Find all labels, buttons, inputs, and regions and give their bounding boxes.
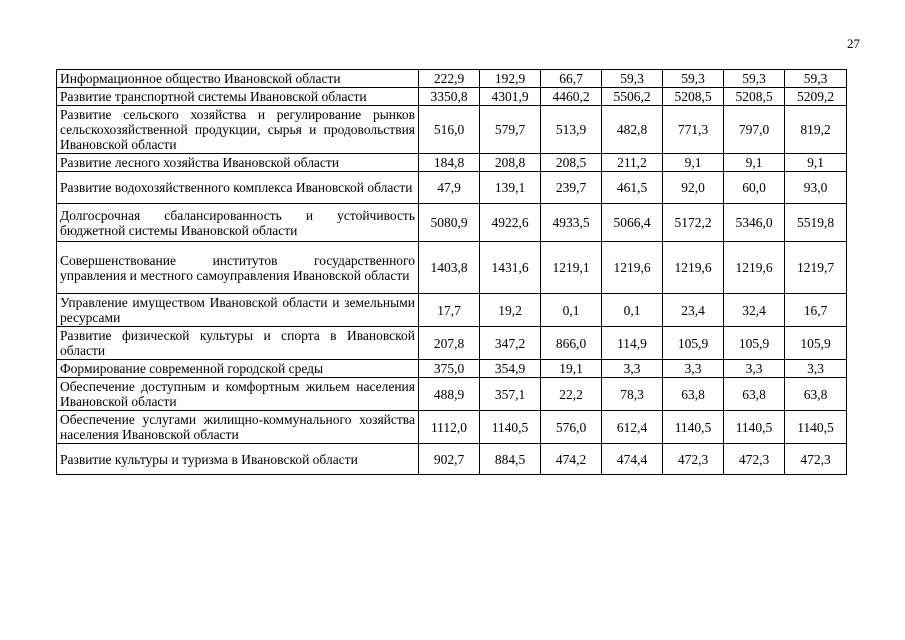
value-cell: 474,4: [602, 444, 663, 475]
value-cell: 797,0: [724, 106, 785, 154]
value-cell: 5208,5: [724, 88, 785, 106]
value-cell: 375,0: [419, 360, 480, 378]
value-cell: 59,3: [602, 70, 663, 88]
value-cell: 59,3: [663, 70, 724, 88]
program-name-cell: Развитие сельского хозяйства и регулирование рынков сельскохозяйственной продукции, сырья и продовольствия Ивановской области: [57, 106, 419, 154]
program-name-cell: Развитие водохозяйственного комплекса Ивановской области: [57, 172, 419, 204]
value-cell: 93,0: [785, 172, 847, 204]
value-cell: 1219,6: [663, 242, 724, 294]
program-name-cell: Долгосрочная сбалансированность и устойчивость бюджетной системы Ивановской области: [57, 204, 419, 242]
value-cell: 3350,8: [419, 88, 480, 106]
value-cell: 902,7: [419, 444, 480, 475]
value-cell: 47,9: [419, 172, 480, 204]
value-cell: 4460,2: [541, 88, 602, 106]
table-row: [57, 242, 847, 294]
value-cell: 1431,6: [480, 242, 541, 294]
table-row: [57, 204, 847, 242]
value-cell: 208,5: [541, 154, 602, 172]
value-cell: 1403,8: [419, 242, 480, 294]
program-name-cell: Обеспечение услугами жилищно-коммунального хозяйства населения Ивановской области: [57, 411, 419, 444]
table-row: [57, 88, 847, 106]
value-cell: 354,9: [480, 360, 541, 378]
value-cell: 9,1: [663, 154, 724, 172]
value-cell: 16,7: [785, 294, 847, 327]
value-cell: 3,3: [785, 360, 847, 378]
value-cell: 472,3: [724, 444, 785, 475]
value-cell: 59,3: [724, 70, 785, 88]
value-cell: 63,8: [663, 378, 724, 411]
value-cell: 482,8: [602, 106, 663, 154]
value-cell: 192,9: [480, 70, 541, 88]
value-cell: 819,2: [785, 106, 847, 154]
value-cell: 92,0: [663, 172, 724, 204]
value-cell: 23,4: [663, 294, 724, 327]
table-row: [57, 294, 847, 327]
value-cell: 105,9: [785, 327, 847, 360]
value-cell: 4933,5: [541, 204, 602, 242]
value-cell: 488,9: [419, 378, 480, 411]
value-cell: 866,0: [541, 327, 602, 360]
table-row: [57, 154, 847, 172]
value-cell: 576,0: [541, 411, 602, 444]
value-cell: 211,2: [602, 154, 663, 172]
value-cell: 17,7: [419, 294, 480, 327]
value-cell: 1140,5: [785, 411, 847, 444]
value-cell: 461,5: [602, 172, 663, 204]
value-cell: 207,8: [419, 327, 480, 360]
table-row: [57, 378, 847, 411]
program-name-cell: Управление имуществом Ивановской области и земельными ресурсами: [57, 294, 419, 327]
value-cell: 884,5: [480, 444, 541, 475]
value-cell: 474,2: [541, 444, 602, 475]
value-cell: 5172,2: [663, 204, 724, 242]
table-body: [57, 70, 847, 475]
program-name-cell: Совершенствование институтов государственного управления и местного самоуправления Ивановской области: [57, 242, 419, 294]
value-cell: 208,8: [480, 154, 541, 172]
value-cell: 1219,6: [724, 242, 785, 294]
value-cell: 472,3: [785, 444, 847, 475]
table-row: [57, 106, 847, 154]
value-cell: 1140,5: [724, 411, 785, 444]
value-cell: 5506,2: [602, 88, 663, 106]
value-cell: 5209,2: [785, 88, 847, 106]
program-name-cell: Информационное общество Ивановской области: [57, 70, 419, 88]
value-cell: 19,1: [541, 360, 602, 378]
value-cell: 5066,4: [602, 204, 663, 242]
program-name-cell: Развитие культуры и туризма в Ивановской области: [57, 444, 419, 475]
value-cell: 105,9: [663, 327, 724, 360]
value-cell: 1140,5: [480, 411, 541, 444]
value-cell: 5208,5: [663, 88, 724, 106]
value-cell: 1219,6: [602, 242, 663, 294]
value-cell: 516,0: [419, 106, 480, 154]
value-cell: 1112,0: [419, 411, 480, 444]
value-cell: 63,8: [724, 378, 785, 411]
table-row: [57, 411, 847, 444]
table-row: [57, 444, 847, 475]
value-cell: 771,3: [663, 106, 724, 154]
value-cell: 5346,0: [724, 204, 785, 242]
value-cell: 19,2: [480, 294, 541, 327]
value-cell: 1219,7: [785, 242, 847, 294]
value-cell: 9,1: [785, 154, 847, 172]
table-row: [57, 360, 847, 378]
value-cell: 22,2: [541, 378, 602, 411]
value-cell: 472,3: [663, 444, 724, 475]
value-cell: 579,7: [480, 106, 541, 154]
value-cell: 63,8: [785, 378, 847, 411]
program-name-cell: Развитие транспортной системы Ивановской области: [57, 88, 419, 106]
value-cell: 357,1: [480, 378, 541, 411]
value-cell: 3,3: [724, 360, 785, 378]
value-cell: 78,3: [602, 378, 663, 411]
value-cell: 184,8: [419, 154, 480, 172]
value-cell: 66,7: [541, 70, 602, 88]
value-cell: 9,1: [724, 154, 785, 172]
table-row: [57, 327, 847, 360]
value-cell: 0,1: [602, 294, 663, 327]
value-cell: 3,3: [602, 360, 663, 378]
table-row: [57, 172, 847, 204]
program-name-cell: Развитие физической культуры и спорта в Ивановской области: [57, 327, 419, 360]
program-name-cell: Формирование современной городской среды: [57, 360, 419, 378]
value-cell: 59,3: [785, 70, 847, 88]
value-cell: 0,1: [541, 294, 602, 327]
value-cell: 5080,9: [419, 204, 480, 242]
value-cell: 347,2: [480, 327, 541, 360]
value-cell: 4922,6: [480, 204, 541, 242]
value-cell: 32,4: [724, 294, 785, 327]
table-row: [57, 70, 847, 88]
value-cell: 4301,9: [480, 88, 541, 106]
value-cell: 3,3: [663, 360, 724, 378]
value-cell: 105,9: [724, 327, 785, 360]
value-cell: 139,1: [480, 172, 541, 204]
budget-table: [56, 69, 847, 475]
page-number: 27: [847, 36, 860, 51]
program-name-cell: Обеспечение доступным и комфортным жильем населения Ивановской области: [57, 378, 419, 411]
program-name-cell: Развитие лесного хозяйства Ивановской области: [57, 154, 419, 172]
value-cell: 222,9: [419, 70, 480, 88]
value-cell: 513,9: [541, 106, 602, 154]
value-cell: 114,9: [602, 327, 663, 360]
value-cell: 60,0: [724, 172, 785, 204]
value-cell: 612,4: [602, 411, 663, 444]
value-cell: 1140,5: [663, 411, 724, 444]
value-cell: 5519,8: [785, 204, 847, 242]
value-cell: 239,7: [541, 172, 602, 204]
value-cell: 1219,1: [541, 242, 602, 294]
